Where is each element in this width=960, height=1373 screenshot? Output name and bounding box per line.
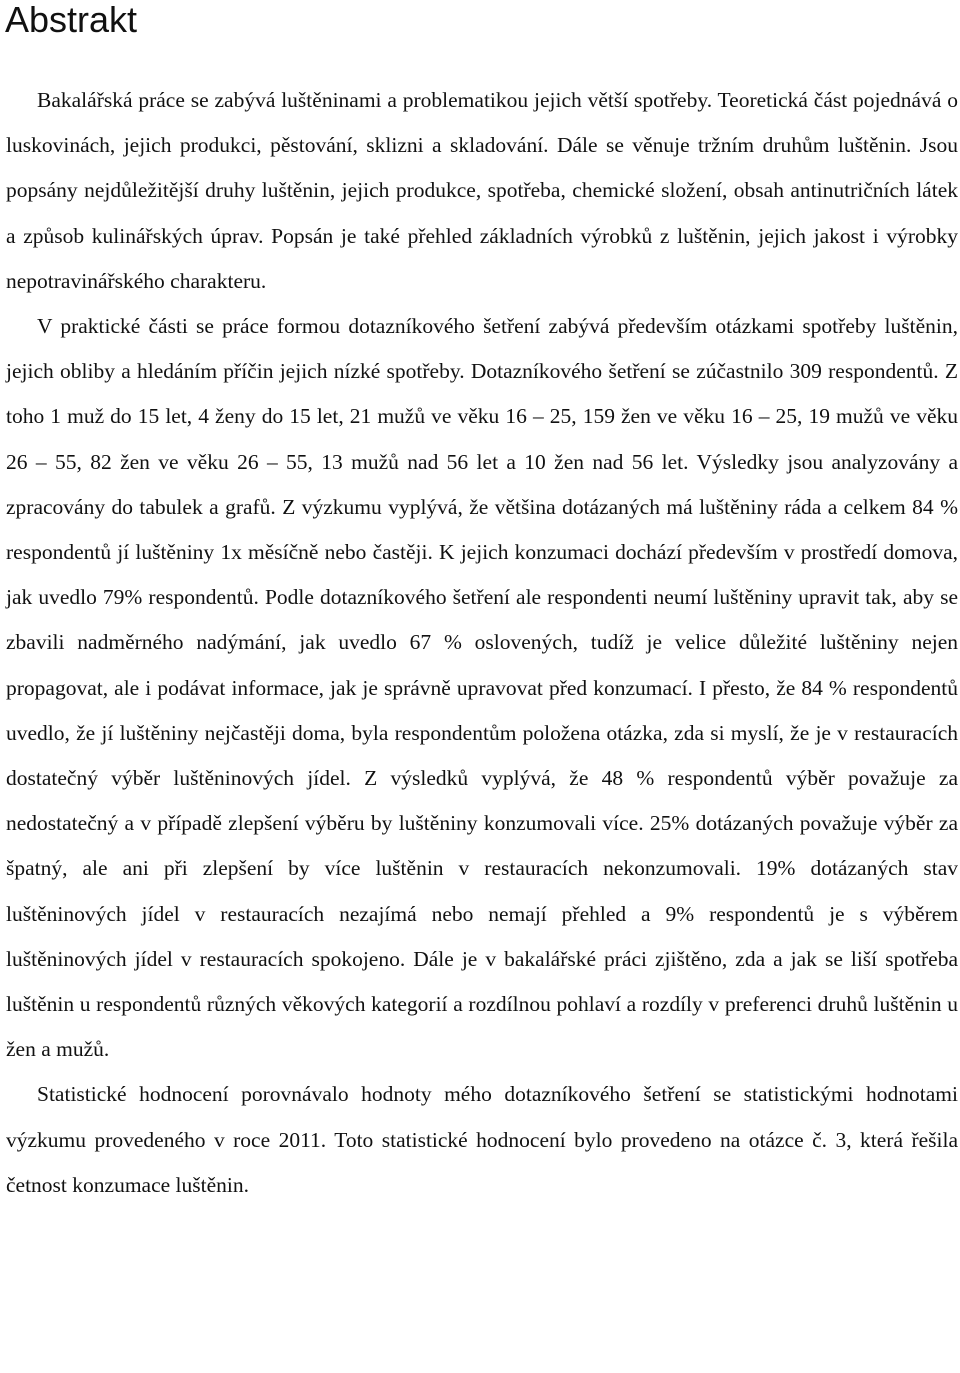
abstract-body: [6, 78, 958, 1208]
paragraph-theory: Bakalářská práce se zabývá luštěninami a problematikou jejich větší spotřeby. Teoretická část pojednává o luskovinách, jejich produkci, pěstování, sklizni a skladování. Dále se věnuje tržním druhům luštěnin. Jsou popsány nejdůležitější druhy luštěnin, jejich produkce, spotřeba, chemické složení, obsah antinutričních látek a způsob kulinářských úprav. Popsán je také přehled základních výrobků z luštěnin, jejich jakost i výrobky nepotravinářského charakteru.: [6, 88, 958, 293]
paragraph-statistics: Statistické hodnocení porovnávalo hodnoty mého dotazníkového šetření se statistickými hodnotami výzkumu provedeného v roce 2011. Toto statistické hodnocení bylo provedeno na otázce č. 3, která řešila četnost konzumace luštěnin.: [6, 1082, 958, 1197]
page-title: Abstrakt: [5, 0, 138, 40]
paragraph-practical: V praktické části se práce formou dotazníkového šetření zabývá především otázkami spotřeby luštěnin, jejich obliby a hledáním příčin jejich nízké spotřeby. Dotazníkového šetření se zúčastnilo 309 respondentů. Z toho 1 muž do 15 let, 4 ženy do 15 let, 21 mužů ve věku 16 – 25, 159 žen ve věku 16 – 25, 19 mužů ve věku 26 – 55, 82 žen ve věku 26 – 55, 13 mužů nad 56 let a 10 žen nad 56 let. Výsledky jsou analyzovány a zpracovány do tabulek a grafů. Z výzkumu vyplývá, že většina dotázaných má luštěniny ráda a celkem 84 % respondentů jí luštěniny 1x měsíčně nebo častěji. K jejich konzumaci dochází především v prostředí domova, jak uvedlo 79% respondentů. Podle dotazníkového šetření ale respondenti neumí luštěniny upravit tak, aby se zbavili nadměrného nadýmání, jak uvedlo 67 % oslovených, tudíž je velice důležité luštěniny nejen propagovat, ale i podávat informace, jak je správně upravovat před konzumací. I přesto, že 84 % respondentů uvedlo, že jí luštěniny nejčastěji doma, byla respondentům položena otázka, zda si myslí, že je v restauracích dostatečný výběr luštěninových jídel. Z výsledků vyplývá, že 48 % respondentů výběr považuje za nedostatečný a v případě zlepšení výběru by luštěniny konzumovali více. 25% dotázaných považuje výběr za špatný, ale ani při zlepšení by více luštěnin v restauracích nekonzumovali. 19% dotázaných stav luštěninových jídel v restauracích nezajímá nebo nemají přehled a 9% respondentů je s výběrem luštěninových jídel v restauracích spokojeno. Dále je v bakalářské práci zjištěno, zda a jak se liší spotřeba luštěnin u respondentů různých věkových kategorií a rozdílnou pohlaví a rozdíly v preferenci druhů luštěnin u žen a mužů.: [6, 314, 958, 1062]
